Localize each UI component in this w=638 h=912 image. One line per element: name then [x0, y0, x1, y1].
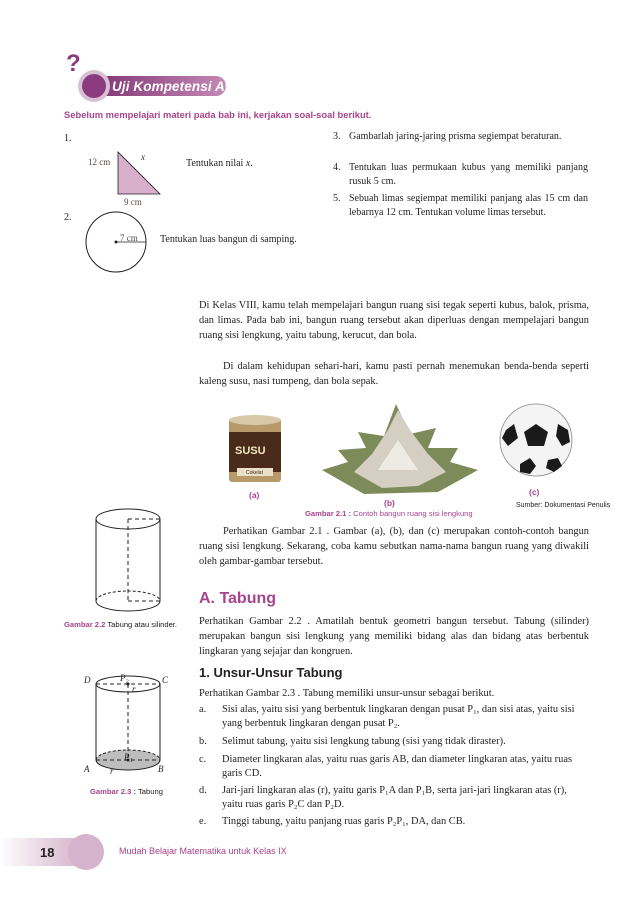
circle-figure: [84, 210, 154, 274]
soccer-ball-image: [498, 402, 574, 478]
list-item-c: c. Diameter lingkaran alas, yaitu ruas garis AB, dan diameter lingkaran atas, yaitu ruas garis CD.: [199, 754, 572, 780]
subsection-1-title: 1. Unsur-Unsur Tabung: [199, 665, 343, 680]
subsection-1-lead: Perhatikan Gambar 2.3 . Tabung memiliki unsur-unsur sebagai berikut.: [199, 688, 495, 699]
figure-2-3-caption: Gambar 2.3 : Tabung: [90, 787, 163, 796]
fig-2-3-label-r-top: r: [132, 684, 136, 694]
fig-2-3-label-P1: P₁: [124, 752, 133, 762]
fig-2-3-label-B: B: [158, 764, 164, 774]
figure-2-1-label-b: (b): [384, 498, 395, 508]
uji-kompetensi-banner: [64, 52, 244, 104]
fig-2-3-label-r-bottom: r: [110, 766, 114, 776]
figure-2-1-caption: Gambar 2.1 : Contoh bangun ruang sisi lengkung: [305, 509, 473, 518]
list-item-b: b. Selimut tabung, yaitu sisi lengkung tabung (sisi yang tidak diraster).: [199, 736, 506, 747]
question-mark-icon: ?: [66, 50, 81, 77]
q1-side-horizontal: 9 cm: [124, 197, 142, 207]
q1-hyp-label: x: [141, 152, 145, 162]
uji-intro-text: Sebelum mempelajari materi pada bab ini, kerjakan soal-soal berikut.: [64, 109, 372, 120]
list-item-a: a. Sisi alas, yaitu sisi yang berbentuk lingkaran dengan pusat P₁, dan sisi atas, yaitu sisi yang berbentuk lingkaran dengan pusat P₂.: [199, 704, 575, 730]
milk-can-label: SUSU: [235, 445, 266, 457]
intro-paragraph-2: Di dalam kehidupan sehari-hari, kamu pasti pernah menemukan benda-benda seperti kaleng susu, nasi tumpeng, dan bola sepak.: [199, 361, 589, 388]
q2-radius-label: 7 cm: [120, 233, 138, 243]
q2-number: 2.: [64, 212, 72, 223]
figure-2-1-label-c: (c): [529, 487, 540, 497]
fig-2-3-label-D: D: [84, 675, 91, 685]
milk-can-sublabel: Cokelat: [246, 470, 263, 476]
q3: 3. Gambarlah jaring-jaring prisma segiempat beraturan.: [333, 131, 562, 142]
q4: 4. Tentukan luas permukaan kubus yang memiliki panjang rusuk 5 cm.: [333, 162, 588, 187]
q2-text: Tentukan luas bangun di samping.: [160, 234, 297, 245]
section-a-paragraph: Perhatikan Gambar 2.2 . Amatilah bentuk geometri bangun tersebut. Tabung (silinder) merupakan bangun sisi lengkung yang memiliki bidang alas dan bidang atas berbentuk lingkaran yang sejajar dan kongruen.: [199, 616, 589, 658]
intro-paragraph-1: Di Kelas VIII, kamu telah mempelajari bangun ruang sisi tegak seperti kubus, balok, prisma, dan limas. Pada bab ini, bangun ruang tersebut akan diperluas dengan mempelajari bangun ruang sisi lengkung, yaitu tabung, kerucut, dan bola.: [199, 300, 589, 342]
fig-2-3-label-A: A: [84, 764, 90, 774]
section-a-title: A. Tabung: [199, 590, 277, 607]
q1-side-vertical: 12 cm: [88, 157, 111, 167]
q5: 5. Sebuah limas segiempat memiliki panjang alas 15 cm dan lebarnya 12 cm. Tentukan volume limas tersebut.: [333, 193, 588, 218]
cylinder-figure-2-2: [90, 505, 170, 617]
list-item-d: d. Jari-jari lingkaran alas (r), yaitu garis P₁A dan P₁B, serta jari-jari lingkaran atas (r), yaitu ruas garis P₂C dan P₂D.: [199, 785, 567, 811]
tumpeng-image: [318, 400, 482, 500]
page-number: 18: [40, 845, 55, 860]
q1-text: Tentukan nilai x.: [186, 158, 253, 169]
fig-2-3-label-C: C: [162, 675, 169, 685]
q1-number: 1.: [64, 133, 72, 144]
footer-decoration: [0, 834, 110, 870]
figure-2-2-caption: Gambar 2.2 Tabung atau silinder.: [64, 620, 178, 629]
figure-2-1-label-a: (a): [249, 490, 260, 500]
uji-kompetensi-title: Uji Kompetensi Awal: [112, 79, 247, 94]
list-item-e: e. Tinggi tabung, yaitu panjang ruas garis P₂P₁, DA, dan CB.: [199, 816, 466, 827]
footer-book-title: Mudah Belajar Matematika untuk Kelas IX: [119, 846, 287, 856]
para-after-figure-2-1: Perhatikan Gambar 2.1 . Gambar (a), (b), dan (c) merupakan contoh-contoh bangun ruang sisi lengkung. Sekarang, coba kamu sebutkan nama-nama bangun ruang yang diwakili oleh gambar-gambar tersebut.: [199, 526, 589, 568]
figure-2-1-source: Sumber: Dokumentasi Penulis: [516, 502, 611, 509]
fig-2-3-label-P2: P₂: [120, 673, 129, 683]
